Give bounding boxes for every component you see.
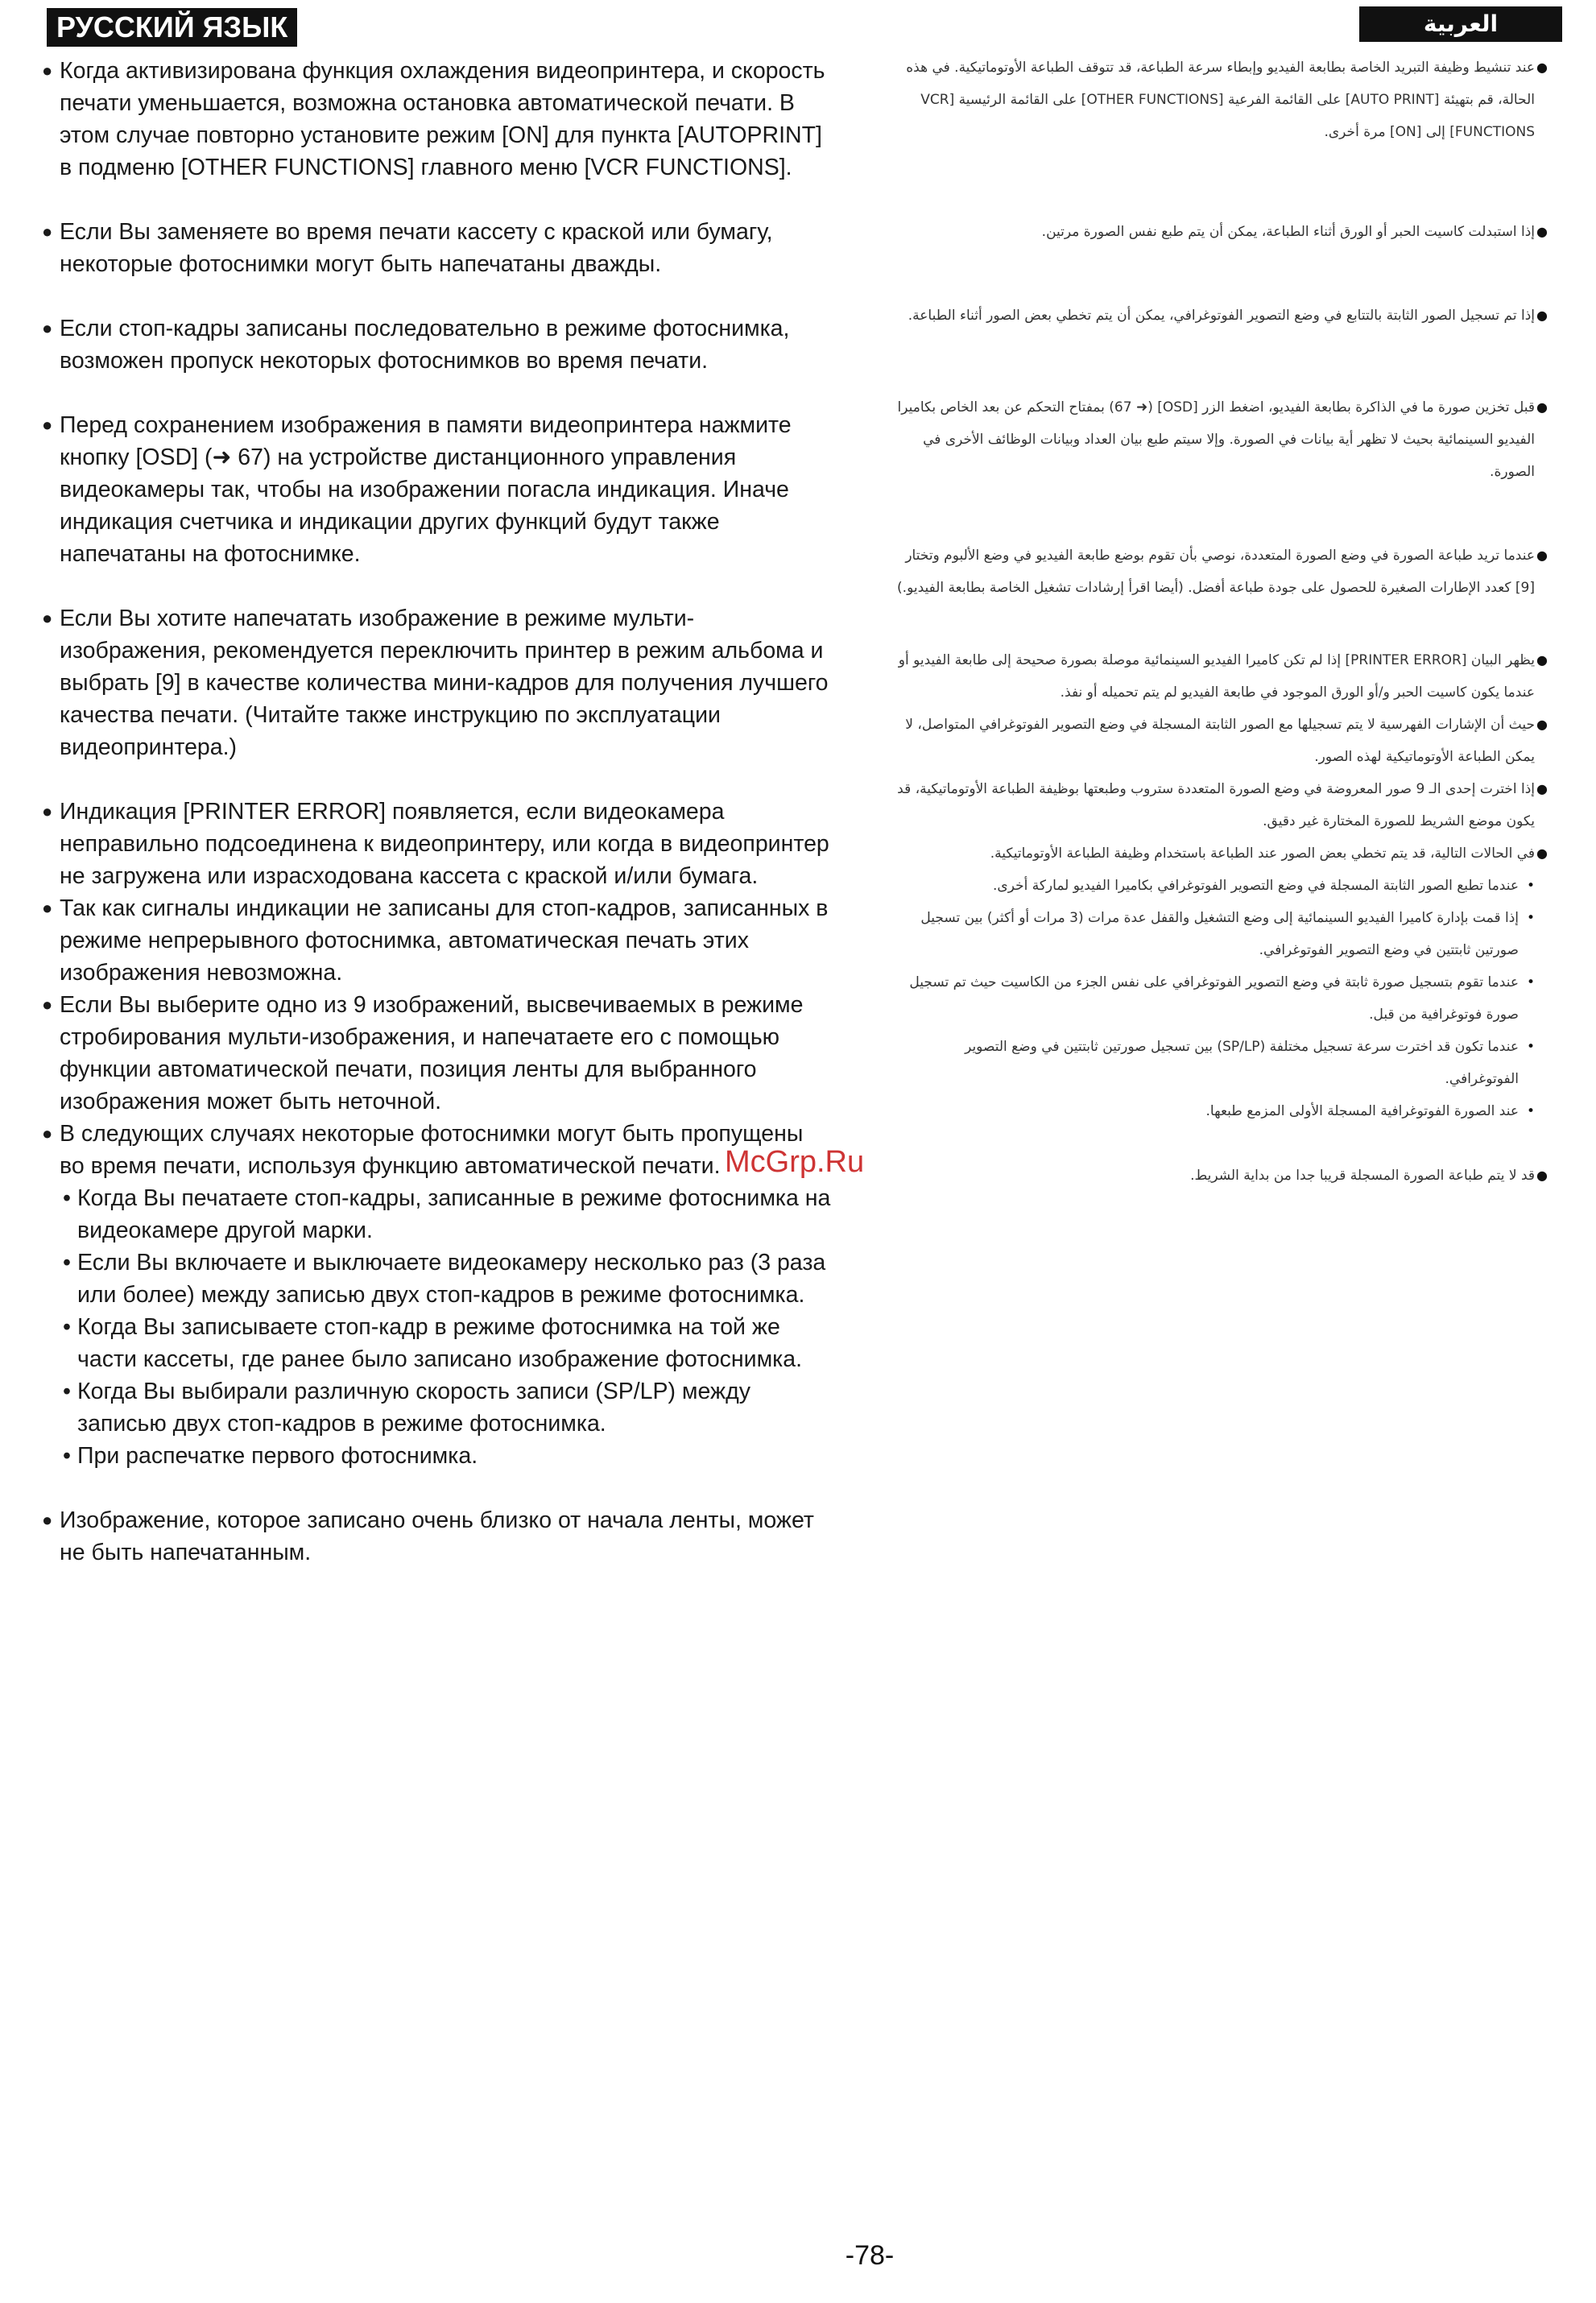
ru-case-first-photo: • При распечатке первого фотоснимка. bbox=[42, 1440, 831, 1472]
ar-case-speed-change: • عندما تكون قد اخترت سرعة تسجيل مختلفة (SP/LP) بين تسجيل صورتين ثابتتين في وضع التصوير الفوتوغرافي. bbox=[894, 1031, 1548, 1095]
ar-case-other-brand: • عندما تطبع الصور الثابتة المسجلة في وضع التصوير الفوتوغرافي بكاميرا الفيديو لماركة أخرى. bbox=[894, 870, 1548, 902]
ru-note-multi-image: ● Если Вы хотите напечатать изображение в режиме мульти-изображения, рекомендуется переключить принтер в режим альбома и выбрать [9] в качестве количества мини-кадров для получения лучшего качества печати. (Читайте также инструкцию по эксплуатации видеопринтера.) bbox=[42, 602, 831, 763]
ru-note-index-signals: ● Так как сигналы индикации не записаны для стоп-кадров, записанных в режиме непрерывного фотоснимка, автоматическая печать этих изображения невозможна. bbox=[42, 892, 831, 989]
ar-case-same-tape-part: • عندما تقوم بتسجيل صورة ثابتة في وضع التصوير الفوتوغرافي على نفس الجزء من الكاسيت حيث تم تسجيل صورة فوتوغرافية من قبل. bbox=[894, 966, 1548, 1031]
ar-note-printer-error: ● يظهر البيان [PRINTER ERROR] إذا لم تكن كاميرا الفيديو السينمائية موصلة بصورة صحيحة إلى طابعة الفيديو أو عندما يكون كاسيت الحبر و/أو الورق الموجود في طابعة الفيديو لم يتم تحميله أو نفذ. bbox=[894, 644, 1548, 709]
ru-case-power-cycle: • Если Вы включаете и выключаете видеокамеру несколько раз (3 раза или более) между записью двух стоп-кадров в режиме фотоснимка. bbox=[42, 1247, 831, 1311]
site-watermark: McGrp.Ru bbox=[725, 1145, 865, 1179]
russian-language-label: РУССКИЙ ЯЗЫК bbox=[47, 8, 297, 47]
ru-note-tape-start: ● Изображение, которое записано очень близко от начала ленты, может не быть напечатанным. bbox=[42, 1504, 831, 1569]
ar-note-osd: ● قبل تخزين صورة ما في الذاكرة بطابعة الفيديو، اضغط الزر [OSD] (➜ 67) بمفتاح التحكم عن بعد الخاص بكاميرا الفيديو السينمائية بحيث لا تظهر أية بيانات في الصورة. وإلا سيتم طبع بيان العداد وبيانات الوظائف الأخرى في الصورة. bbox=[894, 391, 1548, 488]
ru-note-printer-error: ● Индикация [PRINTER ERROR] появляется, если видеокамера неправильно подсоединена к видеопринтеру, или когда в видеопринтер не загружена или израсходована кассета с краской и/или бумага. bbox=[42, 796, 831, 892]
ar-note-tape-start: ● قد لا يتم طباعة الصورة المسجلة قريبا جدا من بداية الشريط. bbox=[894, 1160, 1548, 1192]
ru-note-following-cases: ● В следующих случаях некоторые фотоснимки могут быть пропущены во время печати, используя функцию автоматической печати. bbox=[42, 1118, 831, 1182]
ru-note-strobe-select: ● Если Вы выберите одно из 9 изображений, высвечиваемых в режиме стробирования мульти-изображения, и напечатаете его с помощью функции автоматической печати, позиция ленты для выбранного изображения может быть неточной. bbox=[42, 989, 831, 1118]
ar-note-following-cases: ● في الحالات التالية، قد يتم تخطي بعض الصور عند الطباعة باستخدام وظيفة الطباعة الأوتوماتيكية. bbox=[894, 837, 1548, 870]
ar-case-first-photo: • عند الصورة الفوتوغرافية المسجلة الأولى المزمع طبعها. bbox=[894, 1095, 1548, 1127]
ru-note-osd: ● Перед сохранением изображения в памяти видеопринтера нажмите кнопку [OSD] (➜ 67) на устройстве дистанционного управления видеокамеры так, чтобы на изображении погасла индикация. Иначе индикация счетчика и индикации других функций будут также напечатаны на фотоснимке. bbox=[42, 409, 831, 570]
arabic-language-label: العربية bbox=[1359, 6, 1562, 42]
ar-note-skip-photos: ● إذا تم تسجيل الصور الثابتة بالتتابع في وضع التصوير الفوتوغرافي، يمكن أن يتم تخطي بعض الصور أثناء الطباعة. bbox=[894, 300, 1548, 332]
page-number: -78- bbox=[845, 2240, 895, 2271]
ar-note-strobe-select: ● إذا اخترت إحدى الـ 9 صور المعروضة في وضع الصورة المتعددة ستروب وطبعتها بوظيفة الطباعة الأوتوماتيكية، قد يكون موضع الشريط للصورة المختارة غير دقيق. bbox=[894, 773, 1548, 837]
ru-note-cassette-replace: ● Если Вы заменяете во время печати кассету с краской или бумагу, некоторые фотоснимки могут быть напечатаны дважды. bbox=[42, 216, 831, 280]
ru-case-other-brand: • Когда Вы печатаете стоп-кадры, записанные в режиме фотоснимка на видеокамере другой марки. bbox=[42, 1182, 831, 1247]
ar-note-cassette-replace: ● إذا استبدلت كاسيت الحبر أو الورق أثناء الطباعة، يمكن أن يتم طبع نفس الصورة مرتين. bbox=[894, 216, 1548, 248]
ar-case-power-cycle: • إذا قمت بإدارة كاميرا الفيديو السينمائية إلى وضع التشغيل والقفل عدة مرات (3 مرات أو أكثر) بين تسجيل صورتين ثابتتين في وضع التصوير الفوتوغرافي. bbox=[894, 902, 1548, 966]
ru-case-same-tape-part: • Когда Вы записываете стоп-кадр в режиме фотоснимка на той же части кассеты, где ранее было записано изображение фотоснимка. bbox=[42, 1311, 831, 1375]
ar-note-cooling: ● عند تنشيط وظيفة التبريد الخاصة بطابعة الفيديو وإبطاء سرعة الطباعة، قد تتوقف الطباعة الأوتوماتيكية. في هذه الحالة، قم بتهيئة [AUTO PRINT] على القائمة الفرعية [OTHER FUNCTIONS] على القائمة الرئيسية [VCR FUNCTIONS] إلى [ON] مرة أخرى. bbox=[894, 52, 1548, 148]
ar-note-index-signals: ● حيث أن الإشارات الفهرسية لا يتم تسجيلها مع الصور الثابتة المسجلة في وضع التصوير الفوتوغرافي المتواصل، لا يمكن الطباعة الأوتوماتيكية لهذه الصور. bbox=[894, 709, 1548, 773]
ru-case-speed-change: • Когда Вы выбирали различную скорость записи (SP/LP) между записью двух стоп-кадров в режиме фотоснимка. bbox=[42, 1375, 831, 1440]
arabic-column bbox=[894, 52, 1548, 1192]
ru-note-cooling: ● Когда активизирована функция охлаждения видеопринтера, и скорость печати уменьшается, возможна остановка автоматической печати. В этом случае повторно установите режим [ON] для пункта [AUTOPRINT] в подменю [OTHER FUNCTIONS] главного меню [VCR FUNCTIONS]. bbox=[42, 55, 831, 184]
russian-column bbox=[42, 55, 831, 1569]
ar-note-multi-image: ● عندما تريد طباعة الصورة في وضع الصورة المتعددة، نوصي بأن تقوم بوضع طابعة الفيديو في وضع الألبوم وتختار [9] كعدد الإطارات الصغيرة للحصول على جودة طباعة أفضل. (أيضا اقرأ إرشادات تشغيل الخاصة بطابعة الفيديو.) bbox=[894, 540, 1548, 604]
ru-note-skip-photos: ● Если стоп-кадры записаны последовательно в режиме фотоснимка, возможен пропуск некоторых фотоснимков во время печати. bbox=[42, 312, 831, 377]
